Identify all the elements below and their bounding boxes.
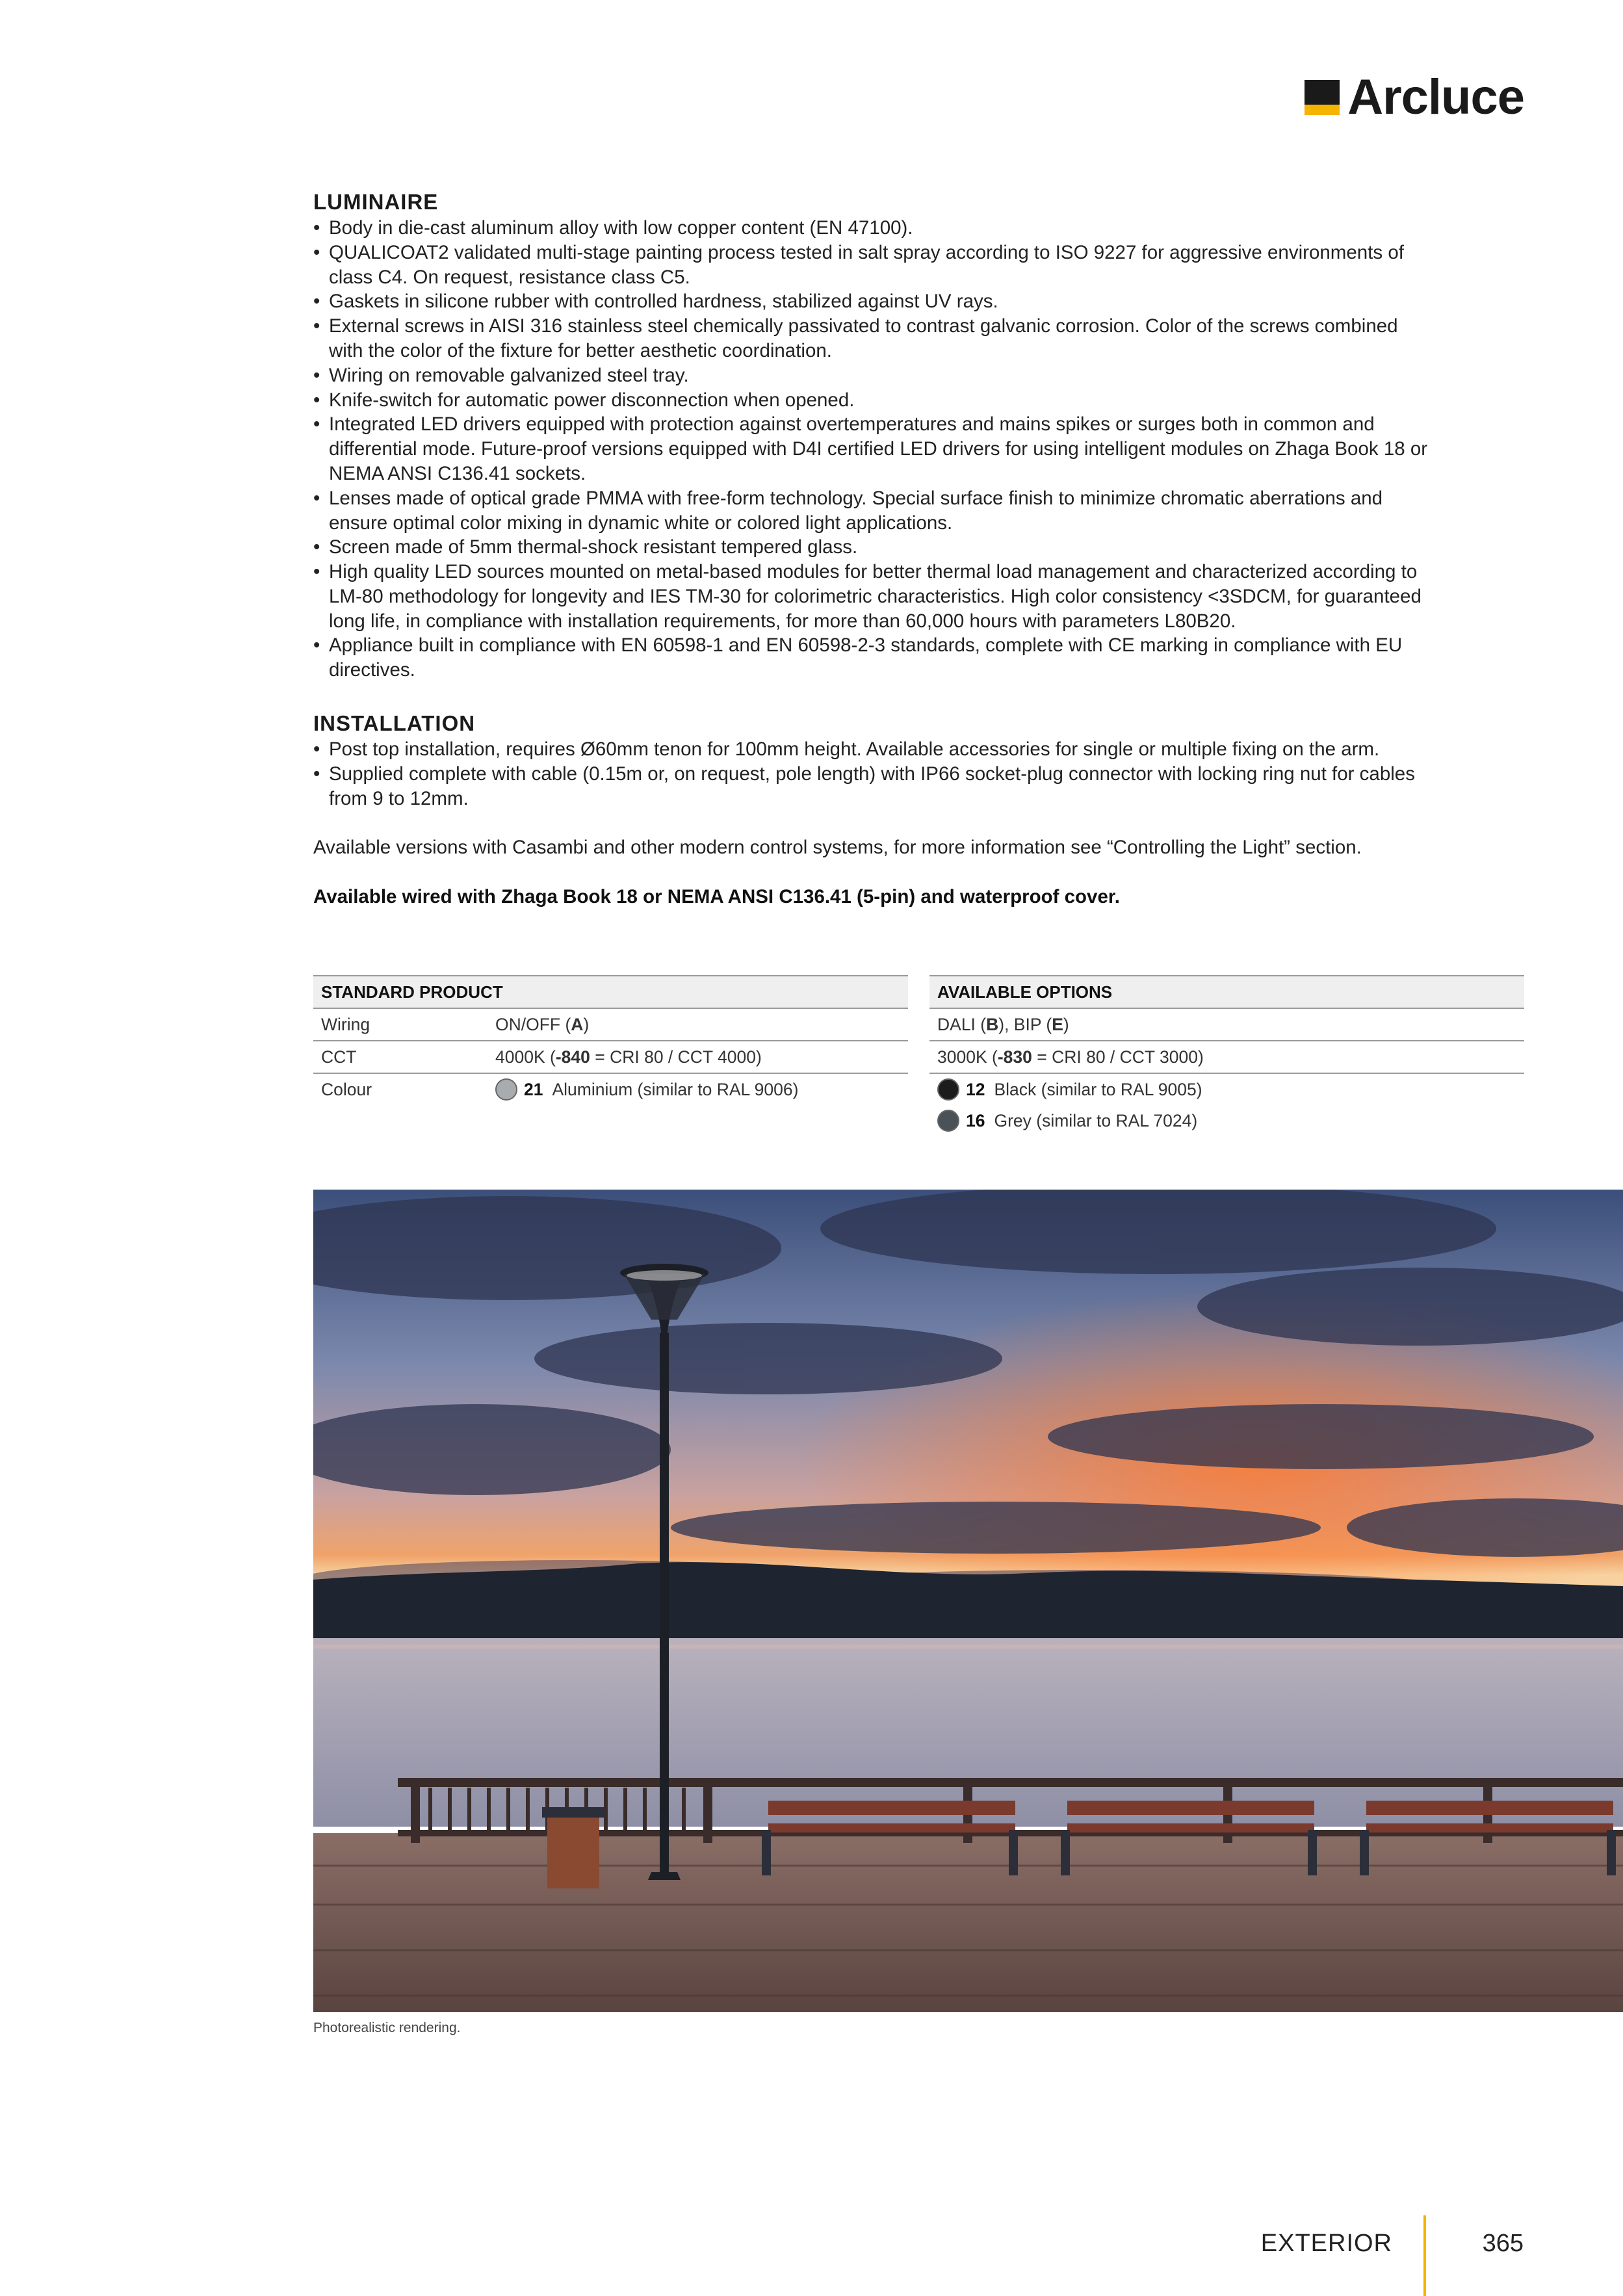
- footer-section-label: EXTERIOR: [1260, 2230, 1392, 2257]
- wiring-code: A: [571, 1015, 584, 1034]
- cct-option-end: = CRI 80 / CCT 3000): [1032, 1047, 1204, 1067]
- table-row: [313, 1041, 908, 1074]
- table-row: [313, 1009, 908, 1041]
- table-row: [929, 1074, 1524, 1105]
- footer-divider: [1423, 2215, 1426, 2296]
- colour-code: 12: [966, 1080, 985, 1099]
- list-item: • Appliance built in compliance with EN 60598-1 and EN 60598-2-3 standards, complete with CE marking in compliance with EU directives.: [313, 633, 1431, 683]
- installation-title: INSTALLATION: [313, 711, 476, 736]
- grey-swatch: [937, 1110, 959, 1132]
- table-row: [313, 1074, 908, 1105]
- colour-name: Grey (similar to RAL 7024): [994, 1111, 1198, 1130]
- list-item: • Screen made of 5mm thermal-shock resistant tempered glass.: [313, 535, 1431, 560]
- wiring-option-mid: ), BIP (: [998, 1015, 1052, 1034]
- luminaire-bullets: [313, 216, 1431, 683]
- cct-value-end: = CRI 80 / CCT 4000): [590, 1047, 762, 1067]
- spec-text: [313, 190, 1431, 909]
- cct-option: 3000K (: [937, 1047, 998, 1067]
- list-item: • Gaskets in silicone rubber with controlled hardness, stabilized against UV rays.: [313, 289, 1431, 314]
- cct-label: CCT: [321, 1047, 357, 1067]
- aluminium-swatch: [495, 1078, 517, 1101]
- available-options-table: [929, 975, 1524, 1136]
- colour-code: 21: [524, 1080, 543, 1099]
- list-item: • Lenses made of optical grade PMMA with free-form technology. Special surface finish to minimize chromatic aberrations and ensure optimal color mixing in dynamic white or colored light applications.: [313, 486, 1431, 536]
- wiring-option-end: ): [1063, 1015, 1069, 1034]
- wiring-code: B: [986, 1015, 999, 1034]
- cct-code: -840: [555, 1047, 590, 1067]
- standard-product-table: [313, 975, 908, 1105]
- list-item: • Knife-switch for automatic power disconnection when opened.: [313, 388, 1431, 413]
- wiring-label: Wiring: [321, 1015, 370, 1034]
- list-item: • QUALICOAT2 validated multi-stage painting process tested in salt spray according to ISO 9227 for aggressive environments of class C4. On request, resistance class C5.: [313, 241, 1431, 290]
- list-item: • Post top installation, requires Ø60mm tenon for 100mm height. Available accessories for single or multiple fixing on the arm.: [313, 737, 1431, 762]
- list-item: • Integrated LED drivers equipped with protection against overtemperatures and mains spikes or surges both in common and differential mode. Future-proof versions equipped with D4I certified LED drivers for using intelligent modules on Zhaga Book 18 or NEMA ANSI C136.41 sockets.: [313, 412, 1431, 486]
- colour-name: Black (similar to RAL 9005): [994, 1080, 1202, 1099]
- page-number: 365: [1482, 2230, 1524, 2257]
- cct-code: -830: [997, 1047, 1032, 1067]
- list-item: • Body in die-cast aluminum alloy with low copper content (EN 47100).: [313, 216, 1431, 241]
- list-item: • Supplied complete with cable (0.15m or, on request, pole length) with IP66 socket-plug connector with locking ring nut for cables from 9 to 12mm.: [313, 762, 1431, 811]
- table-header: AVAILABLE OPTIONS: [929, 975, 1524, 1009]
- wiring-value-end: ): [583, 1015, 590, 1034]
- control-note: Available versions with Casambi and other modern control systems, for more information see “Controlling the Light” section.: [313, 837, 1362, 859]
- wiring-option: DALI (: [937, 1015, 987, 1034]
- product-photo: [313, 1190, 1623, 2012]
- brand-name: Arcluce: [1347, 70, 1524, 125]
- list-item: • High quality LED sources mounted on metal-based modules for better thermal load management and characterized according to LM-80 methodology for longevity and IES TM-30 for colorimetric characteristics. High color consistency <3SDCM, for guaranteed long life, in compliance with installation requirements, for more than 60,000 hours with parameters L80B20.: [313, 560, 1431, 633]
- luminaire-title: LUMINAIRE: [313, 190, 439, 214]
- table-header: STANDARD PRODUCT: [313, 975, 908, 1009]
- table-row: [929, 1105, 1524, 1136]
- lakeside-sunset-illustration: [313, 1190, 1623, 2012]
- colour-code: 16: [966, 1111, 985, 1130]
- table-row: [929, 1041, 1524, 1074]
- wiring-value: ON/OFF (: [495, 1015, 571, 1034]
- list-item: • Wiring on removable galvanized steel tray.: [313, 363, 1431, 388]
- installation-bullets: [313, 737, 1431, 811]
- colour-name: Aluminium (similar to RAL 9006): [552, 1080, 799, 1099]
- colour-label: Colour: [321, 1080, 372, 1099]
- photo-caption: Photorealistic rendering.: [313, 2020, 461, 2035]
- brand-logo: [1305, 70, 1524, 125]
- wired-note: Available wired with Zhaga Book 18 or NEMA ANSI C136.41 (5-pin) and waterproof cover.: [313, 886, 1120, 908]
- list-item: • External screws in AISI 316 stainless steel chemically passivated to contrast galvanic corrosion. Color of the screws combined with the color of the fixture for better aesthetic coordination.: [313, 314, 1431, 363]
- wiring-code: E: [1052, 1015, 1063, 1034]
- table-row: [929, 1009, 1524, 1041]
- cct-value: 4000K (: [495, 1047, 556, 1067]
- black-swatch: [937, 1078, 959, 1101]
- logo-mark-icon: [1305, 80, 1340, 115]
